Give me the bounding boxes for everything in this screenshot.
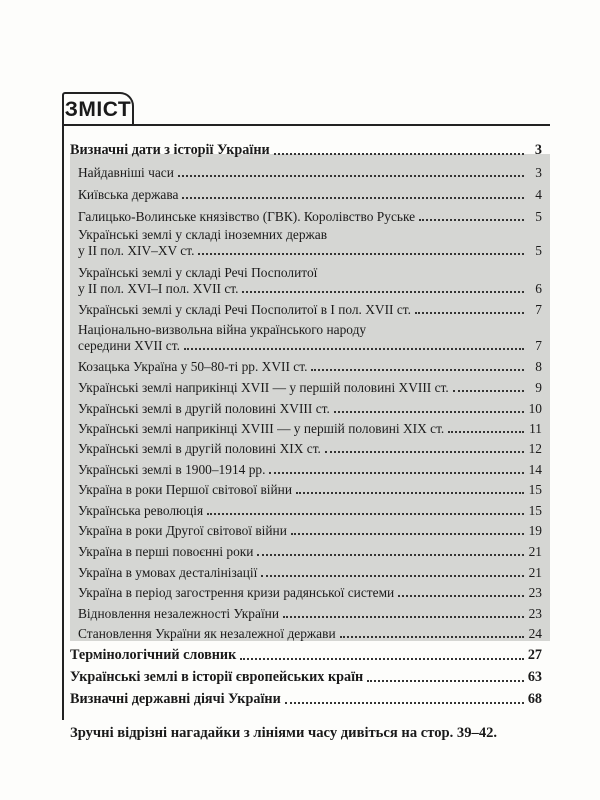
- dot-leader: [453, 390, 524, 392]
- dot-leader: [285, 702, 524, 704]
- dot-leader: [311, 369, 524, 371]
- toc-entry[interactable]: Відновлення незалежності України 23: [78, 606, 542, 621]
- dot-leader: [198, 253, 524, 255]
- dot-leader: [242, 291, 524, 293]
- toc-entry[interactable]: Українські землі наприкінці XVII — у першій половині XVIII ст. 9: [78, 380, 542, 395]
- toc-entry[interactable]: Київська держава 4: [78, 187, 542, 202]
- toc-entry-main[interactable]: Термінологічний словник 27: [70, 647, 542, 663]
- toc-entry[interactable]: Найдавніші часи 3: [78, 165, 542, 180]
- toc-entry[interactable]: Козацька Україна у 50–80-ті рр. XVII ст. 8: [78, 359, 542, 374]
- toc-entry[interactable]: Українські землі у складі Речі Посполитої в I пол. XVII ст. 7: [78, 302, 542, 317]
- dot-leader: [334, 411, 524, 413]
- dot-leader: [398, 595, 524, 597]
- toc-entry[interactable]: Україна в період загострення кризи радянської системи 23: [78, 585, 542, 600]
- toc-entry[interactable]: Українські землі у складі іноземних держав: [78, 227, 328, 242]
- dot-leader: [415, 312, 524, 314]
- toc-entry-continued[interactable]: у II пол. XVI–I пол. XVII ст. 6: [78, 281, 542, 296]
- dot-leader: [448, 431, 524, 433]
- toc-entry-continued[interactable]: середини XVII ст. 7: [78, 338, 542, 353]
- dot-leader: [184, 348, 524, 350]
- toc-entry-main[interactable]: Визначні дати з історії України 3: [70, 142, 542, 158]
- toc-entry[interactable]: Україна в роки Першої світової війни 15: [78, 482, 542, 497]
- toc-entry[interactable]: Українські землі наприкінці XVIII — у першій половині XIX ст. 11: [78, 421, 542, 436]
- toc-entry[interactable]: Українські землі у складі Речі Посполитої: [78, 265, 318, 280]
- dot-leader: [291, 533, 524, 535]
- dot-leader: [340, 636, 524, 638]
- dot-leader: [257, 554, 524, 556]
- toc-entry[interactable]: Становлення України як незалежної держави 24: [78, 626, 542, 641]
- toc-entry[interactable]: Національно-визвольна війна українського народу: [78, 322, 367, 337]
- toc-entry[interactable]: Україна в роки Другої світової війни 19: [78, 523, 542, 538]
- toc-entry-main[interactable]: Українські землі в історії європейських країн 63: [70, 669, 542, 685]
- dot-leader: [367, 680, 524, 682]
- dot-leader: [325, 451, 524, 453]
- toc-entry-main[interactable]: Визначні державні діячі України 68: [70, 691, 542, 707]
- dot-leader: [240, 658, 524, 660]
- dot-leader: [296, 492, 524, 494]
- toc-heading-text: ЗМІСТ: [64, 97, 132, 121]
- dot-leader: [269, 472, 524, 474]
- dot-leader: [261, 575, 524, 577]
- dot-leader: [178, 175, 524, 177]
- footer-note: Зручні відрізні нагадайки з лініями часу дивіться на стор. 39–42.: [70, 725, 498, 741]
- toc-entry[interactable]: Україна в перші повоєнні роки 21: [78, 544, 542, 559]
- toc-entry[interactable]: Українські землі в другій половині XIX ст. 12: [78, 441, 542, 456]
- dot-leader: [419, 219, 524, 221]
- dot-leader: [283, 616, 524, 618]
- toc-entry[interactable]: Українські землі в другій половині XVIII ст. 10: [78, 401, 542, 416]
- toc-heading: [62, 92, 134, 125]
- toc-entry[interactable]: Галицько-Волинське князівство (ГВК). Королівство Руське 5: [78, 209, 542, 224]
- dot-leader: [182, 197, 524, 199]
- toc-entry[interactable]: Україна в умовах десталінізації 21: [78, 565, 542, 580]
- toc-entry-continued[interactable]: у II пол. XIV–XV ст. 5: [78, 243, 542, 258]
- dot-leader: [207, 513, 524, 515]
- dot-leader: [274, 153, 524, 155]
- toc-entry[interactable]: Українські землі в 1900–1914 рр. 14: [78, 462, 542, 477]
- toc-entry[interactable]: Українська революція 15: [78, 503, 542, 518]
